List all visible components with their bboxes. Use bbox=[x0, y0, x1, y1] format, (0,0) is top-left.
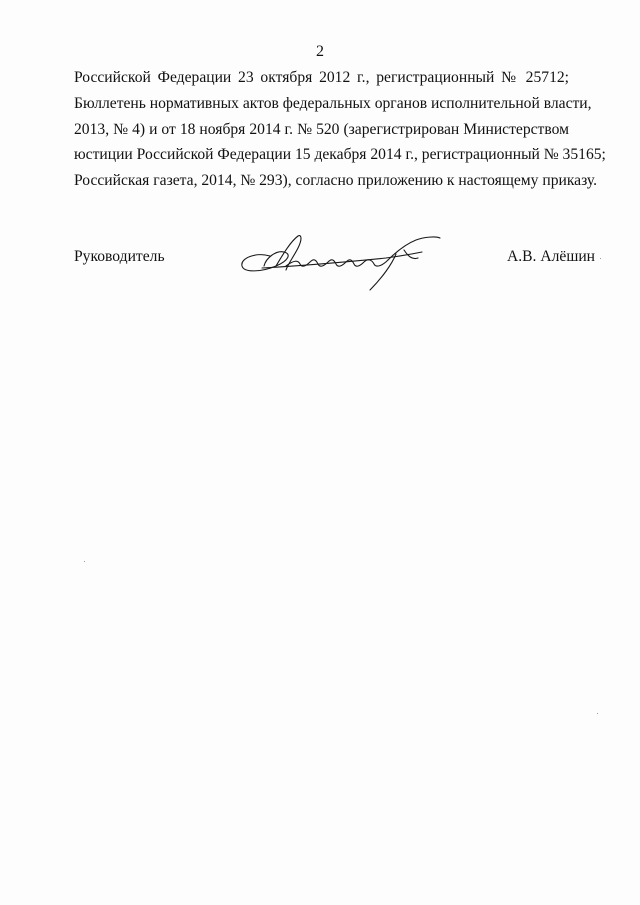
body-paragraph bbox=[74, 65, 606, 194]
scan-speck bbox=[597, 713, 598, 714]
body-line: Российской Федерации 23 октября 2012 г., регистрационный № 25712; bbox=[74, 69, 569, 86]
body-line: 2013, № 4) и от 18 ноября 2014 г. № 520 (зарегистрирован Министерством bbox=[74, 120, 569, 138]
signatory-name: А.В. Алёшин bbox=[507, 248, 596, 265]
handwritten-signature bbox=[236, 226, 446, 296]
body-line: юстиции Российской Федерации 15 декабря 2014 г., регистрационный № 35165; bbox=[74, 146, 606, 164]
body-line: Российская газета, 2014, № 293), согласно приложению к настоящему приказу. bbox=[74, 172, 598, 190]
body-line: Бюллетень нормативных актов федеральных органов исполнительной власти, bbox=[74, 94, 592, 112]
page-number: 2 bbox=[316, 43, 324, 60]
scan-speck bbox=[600, 258, 601, 259]
scan-speck bbox=[84, 561, 85, 562]
signatory-role: Руководитель bbox=[74, 248, 165, 265]
